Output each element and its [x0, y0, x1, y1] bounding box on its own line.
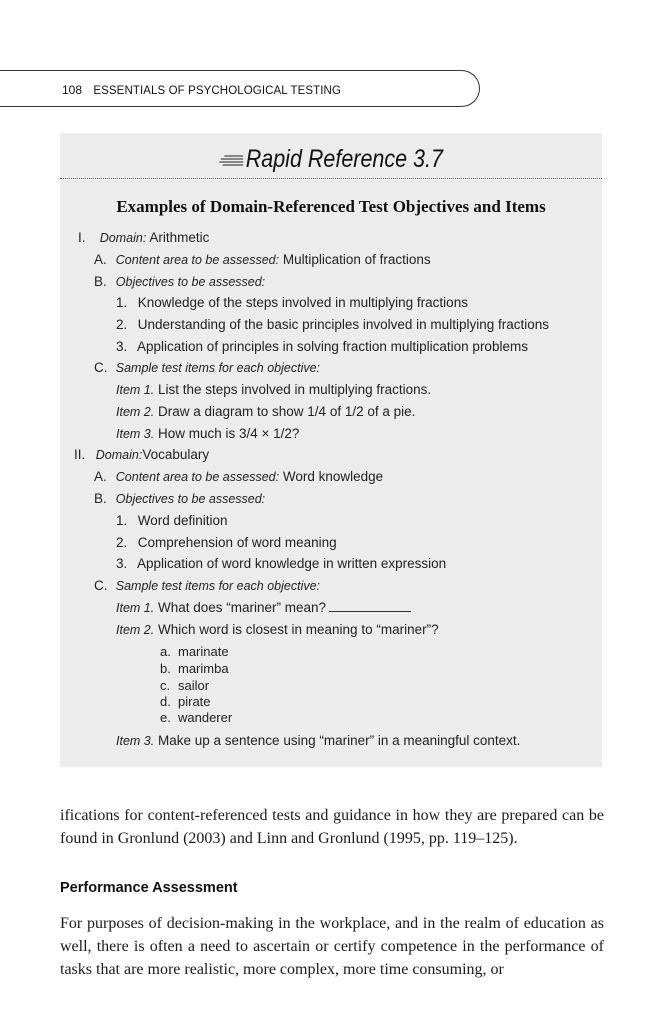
- answer-option: [160, 678, 209, 693]
- answer-option: [160, 661, 229, 676]
- outline-marker: B.: [94, 274, 107, 289]
- sample-items-label: Sample test items for each objective:: [115, 361, 321, 375]
- domain-label: Domain:: [99, 231, 147, 245]
- domain-2-line: [74, 447, 209, 462]
- option-text: sailor: [178, 678, 210, 693]
- sample-item: [116, 733, 520, 748]
- objective-item: [116, 339, 528, 354]
- domain-1-content-area: [94, 252, 431, 267]
- item-label: Item 1.: [116, 383, 155, 397]
- item-text: What does “mariner” mean?: [157, 600, 327, 615]
- item-label: Item 2.: [116, 623, 155, 637]
- objectives-label: Objectives to be assessed:: [115, 492, 266, 506]
- outline-marker: 2.: [116, 535, 128, 550]
- objective-text: Understanding of the basic principles involved in multiplying fractions: [137, 317, 549, 332]
- option-text: marimba: [178, 661, 229, 676]
- outline-marker: 1.: [116, 295, 128, 310]
- objectives-label: Objectives to be assessed:: [115, 275, 266, 289]
- option-marker: d.: [160, 694, 171, 709]
- outline-marker: A.: [94, 252, 107, 267]
- answer-option: [160, 694, 211, 709]
- sample-item: [116, 600, 411, 615]
- outline-marker: C.: [94, 360, 108, 375]
- section-heading: Performance Assessment: [60, 880, 238, 896]
- item-text: Make up a sentence using “mariner” in a meaningful context.: [157, 733, 521, 748]
- domain-1-line: [78, 230, 209, 245]
- domain-value: Arithmetic: [149, 230, 210, 245]
- objective-text: Knowledge of the steps involved in multiplying fractions: [137, 295, 468, 310]
- item-label: Item 1.: [116, 601, 155, 615]
- box-heading: Examples of Domain-Referenced Test Objectives and Items: [116, 197, 546, 216]
- outline-marker: C.: [94, 578, 108, 593]
- rapid-reference-title: [98, 145, 564, 174]
- sample-item: [116, 404, 415, 419]
- option-text: pirate: [178, 694, 211, 709]
- item-text: How much is 3/4 × 1/2?: [157, 426, 300, 441]
- option-text: wanderer: [178, 710, 233, 725]
- item-label: Item 3.: [116, 427, 155, 441]
- running-header: [62, 83, 341, 97]
- outline-marker: 1.: [116, 513, 128, 528]
- outline-marker: 2.: [116, 317, 128, 332]
- outline-marker: 3.: [116, 556, 128, 571]
- outline-marker: II.: [74, 447, 86, 462]
- page-number: 108: [62, 83, 83, 97]
- domain-value: Vocabulary: [142, 447, 210, 462]
- sample-item: [116, 622, 439, 637]
- objective-text: Application of principles in solving fraction multiplication problems: [137, 339, 528, 354]
- domain-1-objectives-heading: [94, 274, 265, 289]
- sample-item: [116, 426, 299, 441]
- option-marker: b.: [160, 661, 171, 676]
- domain-1-items-heading: [94, 360, 320, 375]
- option-text: marinate: [178, 644, 229, 659]
- outline-marker: B.: [94, 491, 107, 506]
- sample-item: [116, 382, 431, 397]
- objective-item: [116, 513, 228, 528]
- domain-2-content-area: [94, 469, 383, 484]
- rapid-reference-box: [60, 133, 602, 767]
- content-area-value: Word knowledge: [282, 469, 384, 484]
- objective-item: [116, 317, 549, 332]
- item-label: Item 3.: [116, 734, 155, 748]
- item-text: Which word is closest in meaning to “mariner”?: [157, 622, 439, 637]
- answer-option: [160, 644, 229, 659]
- item-text: List the steps involved in multiplying fractions.: [157, 382, 432, 397]
- answer-blank: [329, 601, 411, 612]
- objective-item: [116, 535, 337, 550]
- answer-option: [160, 710, 232, 725]
- body-paragraph: For purposes of decision-making in the workplace, and in the realm of education as well, there is often a need to ascertain or certify competence in the performance of tasks that are more realistic, more complex, more time consuming, or: [60, 915, 604, 978]
- objective-text: Application of word knowledge in written expression: [137, 556, 447, 571]
- body-paragraph: ifications for content-referenced tests and guidance in how they are prepared can be found in Gronlund (2003) and Linn and Gronlund (1995, pp. 119–125).: [60, 807, 604, 847]
- outline-marker: A.: [94, 469, 107, 484]
- rapid-reference-title-text: Rapid Reference 3.7: [245, 145, 443, 173]
- objective-item: [116, 556, 446, 571]
- option-marker: e.: [160, 710, 171, 725]
- item-label: Item 2.: [116, 405, 155, 419]
- content-area-label: Content area to be assessed:: [115, 470, 280, 484]
- domain-label: Domain:: [95, 448, 143, 462]
- objective-item: [116, 295, 468, 310]
- speed-lines-icon: [219, 154, 243, 166]
- objective-text: Word definition: [137, 513, 228, 528]
- domain-2-objectives-heading: [94, 491, 265, 506]
- option-marker: a.: [160, 644, 171, 659]
- domain-2-items-heading: [94, 578, 320, 593]
- dotted-divider: [60, 178, 602, 179]
- outline-marker: I.: [78, 230, 86, 245]
- content-area-value: Multiplication of fractions: [282, 252, 431, 267]
- content-area-label: Content area to be assessed:: [115, 253, 280, 267]
- objective-text: Comprehension of word meaning: [137, 535, 337, 550]
- outline-marker: 3.: [116, 339, 128, 354]
- sample-items-label: Sample test items for each objective:: [115, 579, 321, 593]
- option-marker: c.: [160, 678, 171, 693]
- running-title: ESSENTIALS OF PSYCHOLOGICAL TESTING: [93, 85, 341, 97]
- item-text: Draw a diagram to show 1/4 of 1/2 of a pie.: [157, 404, 416, 419]
